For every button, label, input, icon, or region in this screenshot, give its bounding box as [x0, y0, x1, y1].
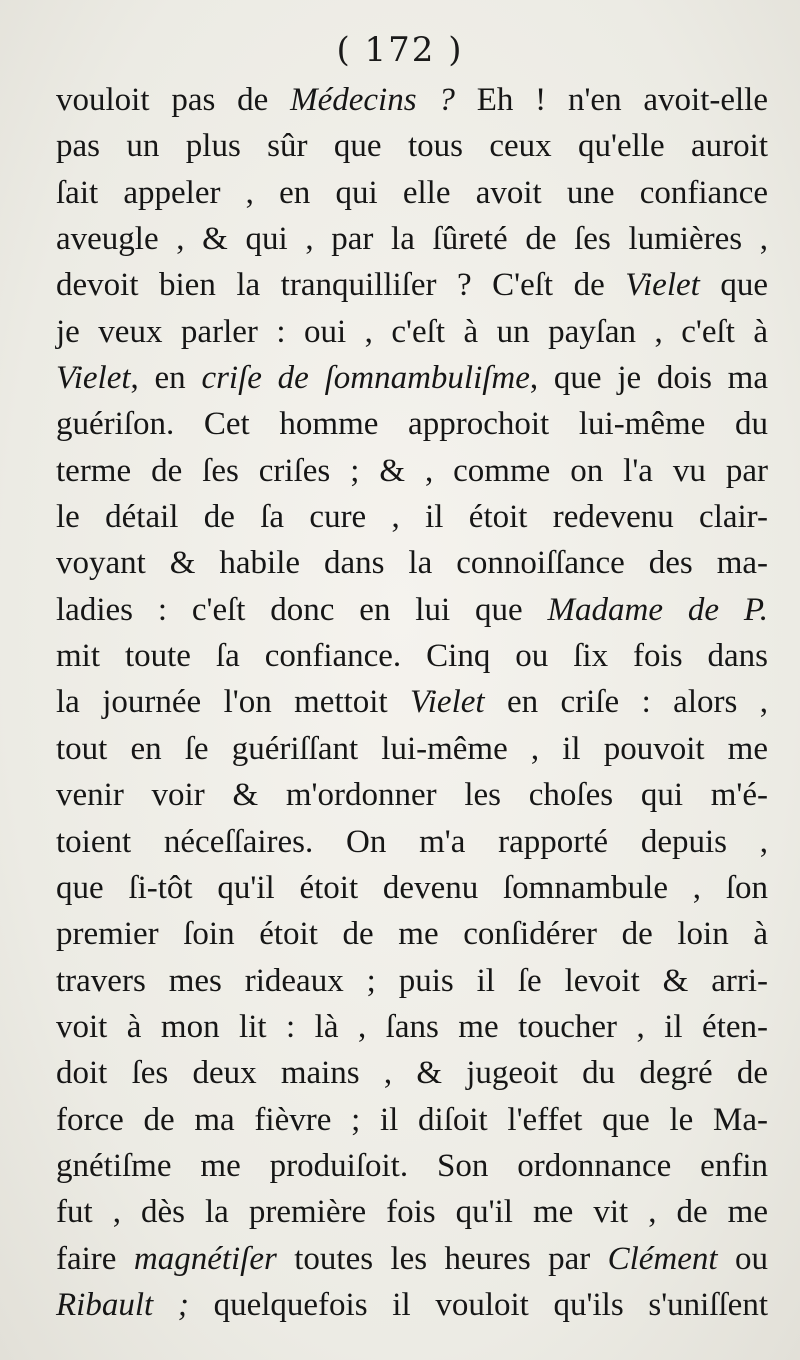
- text-run: ladies : c'eſt donc en lui que: [56, 591, 548, 628]
- text-run: je veux parler : oui , c'eſt à un payſan , c'eſt à: [56, 313, 768, 350]
- text-line: [56, 309, 768, 355]
- text-run: quelquefois il vouloit qu'ils s'uniſſent: [188, 1286, 768, 1323]
- text-line: [56, 494, 768, 540]
- text-run: le détail de ſa cure , il étoit redevenu clair-: [56, 499, 768, 536]
- text-run: voit à mon lit : là , ſans me toucher , il éten-: [56, 1008, 768, 1045]
- text-line: [56, 1282, 768, 1328]
- text-line: [56, 77, 768, 123]
- text-line: [56, 726, 768, 772]
- text-run: voyant & habile dans la connoiſſance des ma-: [56, 545, 768, 582]
- text-run: que ſi-tôt qu'il étoit devenu ſomnambule , ſon: [56, 869, 768, 906]
- text-line: [56, 958, 768, 1004]
- text-run: que: [699, 267, 768, 304]
- text-line: [56, 170, 768, 216]
- italic-text: Vielet: [410, 684, 485, 721]
- text-line: [56, 123, 768, 169]
- text-line: [56, 1189, 768, 1235]
- text-run: en criſe : alors ,: [484, 684, 768, 721]
- text-line: [56, 865, 768, 911]
- text-run: premier ſoin étoit de me conſidérer de loin à: [56, 916, 768, 953]
- text-line: [56, 587, 768, 633]
- text-line: [56, 911, 768, 957]
- text-run: force de ma fièvre ; il diſoit l'effet que le Ma-: [56, 1101, 768, 1138]
- text-run: travers mes rideaux ; puis il ſe levoit & arri-: [56, 962, 768, 999]
- text-line: [56, 1236, 768, 1282]
- italic-text: Ribault ;: [56, 1286, 189, 1323]
- text-line: [56, 772, 768, 818]
- text-line: [56, 540, 768, 586]
- text-run: fut , dès la première fois qu'il me vit , de me: [56, 1194, 768, 1231]
- text-run: tout en ſe guériſſant lui-même , il pouvoit me: [56, 730, 768, 767]
- text-line: [56, 262, 768, 308]
- text-run: toient néceſſaires. On m'a rapporté depuis ,: [56, 823, 768, 860]
- italic-text: criſe de ſomnambuliſme: [201, 360, 530, 397]
- text-run: , que je dois ma: [529, 360, 768, 397]
- text-run: ou: [717, 1240, 768, 1277]
- text-run: devoit bien la tranquilliſer ? C'eſt de: [56, 267, 626, 304]
- italic-text: Clément: [607, 1240, 718, 1277]
- text-line: [56, 1097, 768, 1143]
- text-line: [56, 216, 768, 262]
- text-run: toutes les heures par: [276, 1240, 608, 1277]
- text-line: [56, 401, 768, 447]
- text-line: [56, 819, 768, 865]
- text-run: vouloit pas de: [56, 82, 291, 118]
- body-text: [56, 77, 768, 1328]
- text-line: [56, 355, 768, 401]
- text-line: [56, 1143, 768, 1189]
- italic-text: Vielet: [56, 360, 131, 397]
- text-line: [56, 679, 768, 725]
- italic-text: magnétiſer: [133, 1240, 277, 1277]
- text-line: [56, 1004, 768, 1050]
- text-run: , en: [130, 360, 202, 397]
- italic-text: Madame de P.: [547, 591, 768, 628]
- text-run: aveugle , & qui , par la ſûreté de ſes lumières ,: [56, 221, 768, 258]
- text-run: guériſon. Cet homme approchoit lui-même du: [56, 406, 768, 443]
- text-run: gnétiſme me produiſoit. Son ordonnance enfin: [56, 1147, 768, 1184]
- text-run: pas un plus sûr que tous ceux qu'elle auroit: [56, 128, 768, 165]
- page-number: ( 172 ): [336, 30, 464, 70]
- italic-text: Vielet: [625, 267, 700, 304]
- text-run: mit toute ſa confiance. Cinq ou ſix fois dans: [56, 638, 768, 675]
- text-run: terme de ſes criſes ; & , comme on l'a vu par: [56, 452, 768, 489]
- text-line: [56, 448, 768, 494]
- text-run: ſait appeler , en qui elle avoit une confiance: [56, 174, 768, 211]
- text-line: [56, 1050, 768, 1096]
- text-run: venir voir & m'ordonner les choſes qui m'é-: [56, 777, 768, 814]
- text-run: doit ſes deux mains , & jugeoit du degré de: [56, 1055, 768, 1092]
- italic-text: Médecins ?: [290, 82, 455, 118]
- text-run: la journée l'on mettoit: [56, 684, 411, 721]
- text-run: Eh ! n'en avoit-elle: [454, 82, 768, 118]
- text-run: faire: [56, 1240, 134, 1277]
- text-line: [56, 633, 768, 679]
